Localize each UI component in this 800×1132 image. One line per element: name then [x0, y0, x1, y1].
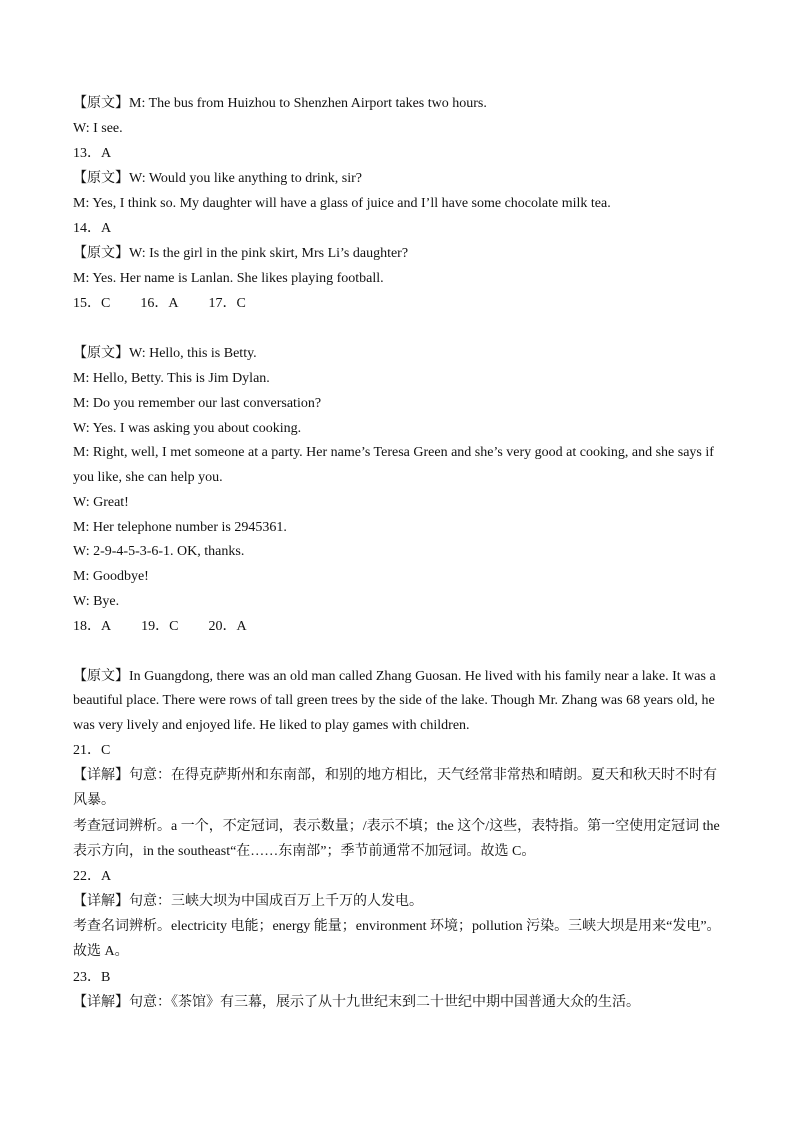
explanation-line: 【详解】句意：《茶馆》有三幕，展示了从十九世纪末到二十世纪中期中国普通大众的生活。 [73, 995, 640, 1010]
transcript-line: W: Bye. [73, 594, 120, 609]
explanation-line: 【详解】句意：三峡大坝为中国成百万上千万的人发电。 [73, 894, 423, 909]
transcript-line: you like, she can help you. [73, 470, 223, 485]
transcript-line: 【原文】W: Would you like anything to drink, sir? [73, 171, 362, 186]
explanation-line: 【详解】句意：在得克萨斯州和东南部，和别的地方相比，天气经常非常热和晴朗。夏天和秋天时不时有 [73, 768, 717, 783]
answer-19: 19．C [141, 619, 179, 634]
answers-18-20 [73, 618, 247, 636]
answer-17: 17．C [208, 296, 246, 311]
transcript-line: M: Right, well, I met someone at a party. Her name’s Teresa Green and she’s very good at cooking, and she says if [73, 445, 714, 460]
transcript-line: 【原文】M: The bus from Huizhou to Shenzhen Airport takes two hours. [73, 96, 487, 111]
answer-14: 14．A [73, 221, 112, 236]
explanation-line: 故选 A。 [73, 944, 129, 959]
transcript-line: M: Goodbye! [73, 569, 149, 584]
explanation-line: 表示方向，in the southeast“在……东南部”；季节前通常不加冠词。故选 C。 [73, 844, 536, 859]
transcript-line: M: Hello, Betty. This is Jim Dylan. [73, 371, 270, 386]
transcript-line: 【原文】In Guangdong, there was an old man called Zhang Guosan. He lived with his family near a lake. It was a [73, 669, 716, 684]
answer-22: 22．A [73, 869, 112, 884]
transcript-line: M: Yes, I think so. My daughter will have a glass of juice and I’ll have some chocolate milk tea. [73, 196, 611, 211]
transcript-line: W: Yes. I was asking you about cooking. [73, 421, 302, 436]
transcript-line: W: I see. [73, 121, 123, 136]
answer-18: 18．A [73, 619, 112, 634]
answer-13: 13．A [73, 146, 112, 161]
transcript-line: 【原文】W: Is the girl in the pink skirt, Mrs Li’s daughter? [73, 246, 409, 261]
answer-16: 16．A [140, 296, 179, 311]
answer-21: 21．C [73, 743, 111, 758]
transcript-line: was very lively and enjoyed life. He liked to play games with children. [73, 718, 470, 733]
explanation-line: 风暴。 [73, 793, 115, 808]
explanation-line: 考查名词辨析。electricity 电能；energy 能量；environment 环境；pollution 污染。三峡大坝是用来“发电”。 [73, 919, 721, 934]
answers-15-17 [73, 295, 246, 313]
transcript-line: M: Yes. Her name is Lanlan. She likes playing football. [73, 271, 384, 286]
answer-20: 20．A [208, 619, 247, 634]
transcript-line: beautiful place. There were rows of tall green trees by the side of the lake. Though Mr. Zhang was 68 years old, he [73, 693, 715, 708]
explanation-line: 考查冠词辨析。a 一个，不定冠词，表示数量；/表示不填；the 这个/这些，表特指。第一空使用定冠词 the [73, 819, 720, 834]
transcript-line: W: Great! [73, 495, 129, 510]
transcript-line: 【原文】W: Hello, this is Betty. [73, 346, 257, 361]
answer-23: 23．B [73, 970, 111, 985]
transcript-line: M: Do you remember our last conversation? [73, 396, 322, 411]
transcript-line: W: 2-9-4-5-3-6-1. OK, thanks. [73, 544, 245, 559]
transcript-line: M: Her telephone number is 2945361. [73, 520, 287, 535]
answer-15: 15．C [73, 296, 111, 311]
